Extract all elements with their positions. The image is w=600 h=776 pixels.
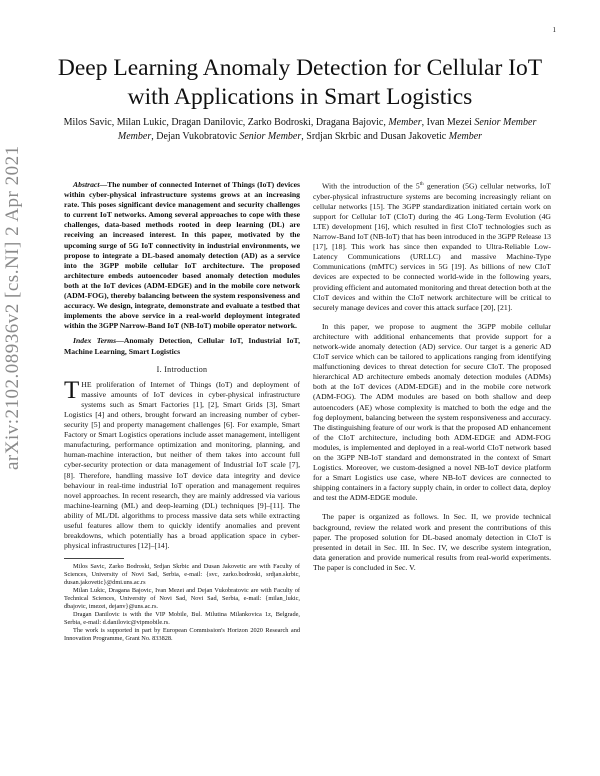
- author-role: Member: [388, 117, 422, 128]
- author-role: Member: [117, 130, 152, 142]
- author-names-2: , Ivan Mezei: [421, 117, 475, 128]
- author-role: Senior Member: [474, 117, 537, 128]
- body-paragraph: [313, 180, 551, 313]
- drop-cap: T: [64, 376, 80, 404]
- footnotes: [64, 563, 300, 643]
- body-paragraph: In this paper, we propose to augment the 3GPP mobile cellular architecture with additional enhancements that provide support for a network-wide anomaly detection (AD) service. Our target is a generic AD CIoT service which can be tailored to applications ranging from identifying malfunctioning devices to threat detection for secure CIoT. The proposed hierarchical AD architecture embeds anomaly detection modules (ADMs) both at the IoT devices (ADM-EDGE) and in the mobile core network (ADM-FOG). The ADM modules are based on both shallow and deep autoencoders (AE) whose complexity is matched to both the edge and the fog deployment, balancing between the system responsiveness and accuracy. The distinguishing feature of our work is that the proposed AD enhancement of the CIoT architecture, including both ADM-EDGE and ADM-FOG modules, is implemented and deployed in a real-world CIoT network based on the 3GPP NB-IoT standard and demonstrated in the context of Smart Logistics. Moreover, we custom-designed a novel NB-IoT device platform for a Smart Logistics use case, where NB-IoT devices are connected to shipping containers in a factory supply chain, in order to collect data, deploy and test the ADM-EDGE module.: [313, 321, 551, 503]
- index-terms: [64, 336, 300, 356]
- footnote: The work is supported in part by European Commission's Horizon 2020 Research and Innovation Programme, Grant No. 833828.: [64, 627, 300, 643]
- arxiv-identifier-stamp: arXiv:2102.08936v2 [cs.NI] 2 Apr 2021: [2, 145, 23, 470]
- abstract-lead: Abstract: [73, 180, 100, 189]
- author-role: Member: [448, 130, 483, 142]
- footnote: Milan Lukic, Dragana Bajovic, Ivan Mezei and Dejan Vukobratovic are with Faculty of Technical Sciences, University of Novi Sad, Novi Sad, Serbia, e-mail: {milan_lukic, dbajovic, imezei, dejanv}@uns.ac.rs.: [64, 587, 300, 611]
- footnote: Milos Savic, Zarko Bodroski, Srdjan Skrbic and Dusan Jakovetic are with Faculty of Sciences, University of Novi Sad, Serbia, e-mail: {svc, zarko.bodroski, srdjan.skrbic, dusan.jakovetic}@dmi.uns.ac.rs: [64, 563, 300, 587]
- index-terms-lead: Index Terms: [73, 336, 117, 346]
- paragraph-text: With the introduction of the 5: [322, 181, 420, 191]
- author-names-4: , Srdjan Skrbic and Dusan Jakovetic: [301, 130, 449, 142]
- author-names-1: Milos Savic, Milan Lukic, Dragan Danilovic, Zarko Bodroski, Dragana Bajovic: [63, 117, 384, 128]
- intro-paragraph: [64, 376, 300, 552]
- paper-title: Deep Learning Anomaly Detection for Cellular IoT with Applications in Smart Logistics: [57, 55, 543, 110]
- paragraph-text: generation (5G) cellular networks, IoT cyber-physical infrastructure systems are becoming increasingly reliant on cellular networks [15]. The 3GPP standardization initiated certain work on support for Cellular IoT (CIoT) during the 4G Long-Term Evolution (4G LTE) development [16], which resulted in first CIoT technologies such as Narrow-Band IoT (NB-IoT) that has been introduced in the 3GPP Release 13 [17], [18]. This work has since then expanded to Ultra-Reliable Low-Latency Communications (URLLC) and massive Machine-Type Communications (mMTC) services in 5G [19]. As billions of new CIoT devices are expected to be connected world-wide in the following years, providing efficient and automated monitoring and threat detection both at the CIoT devices and within the CIoT network architecture will be critical to securely manage devices and cover this attack surface [20], [21].: [313, 181, 551, 312]
- right-column: [313, 180, 551, 573]
- section-heading-introduction: I. Introduction: [156, 364, 208, 374]
- page-number: 1: [552, 26, 556, 34]
- index-terms-text: —Anomaly Detection, Cellular IoT, Industrial IoT, Machine Learning, Smart Logistics: [64, 336, 300, 356]
- left-column: [64, 180, 300, 643]
- author-names-3: , Dejan Vukobratovic: [151, 130, 240, 142]
- abstract-text: —The number of connected Internet of Things (IoT) devices within cyber-physical infrastructure systems grows at an increasing rate. This poses significant device management and security challenges to current IoT networks. Among several approaches to cope with these challenges, data-based methods rooted in deep learning (DL) are receiving an increased interest. In this paper, motivated by the upcoming surge of 5G IoT connectivity in industrial environments, we propose to integrate a DL-based anomaly detection (AD) as a service into the 3GPP mobile cellular IoT architecture. The proposed architecture embeds autoencoder based anomaly detection modules both at the IoT devices (ADM-EDGE) and in the mobile core network (ADM-FOG), thereby balancing between the system responsiveness and accuracy. We design, integrate, demonstrate and evaluate a testbed that implements the above service in a real-world deployment integrated within the 3GPP Narrow-Band IoT (NB-IoT) mobile operator network.: [64, 180, 300, 331]
- superscript: th: [419, 182, 424, 187]
- author-list: [50, 116, 550, 143]
- footnote-divider: [64, 558, 124, 559]
- author-sep: ,: [383, 117, 389, 128]
- footnote: Dragan Danilovic is with the VIP Mobile, Bul. Milutina Milankovica 1z, Belgrade, Serbia, e-mail: d.danilovic@vipmobile.rs.: [64, 611, 300, 627]
- body-paragraph: The paper is organized as follows. In Sec. II, we provide technical background, review the related work and present the contributions of this paper. The proposed solution for DL-based anomaly detection in CIoT is presented in detail in Sec. III. In Sec. IV, we describe system integration, data generation and provide numerical results from real-world experiments. The paper is concluded in Sec. V.: [313, 512, 551, 572]
- author-role: Senior Member: [239, 130, 302, 142]
- intro-paragraph-text: HE proliferation of Internet of Things (IoT) and deployment of massive amounts of IoT devices in cyber-physical infrastructure systems such as Smart Factories [1], [2], Smart Grids [3], Smart Logistics [4] and others, brought forward an increasing number of cyber-security [5] and property management challenges [6]. For example, Smart Factory or Smart Logistics operations include asset management, intelligent manufacturing, performance optimization and monitoring, planning, and human-machine interaction, but neither of them takes into account full cyber-security protection or data management of Industrial IoT scale [7], [8]. Therefore, handling massive IoT device data integrity and device behaviour in real-time industrial IoT operation and management requires novel approaches. In recent research, they are mainly addressed via various machine-learning (ML) and deep-learning (DL) techniques [9]–[11]. The ability of ML/DL algorithms to process massive data sets while extracting useful features allow them to quickly identify anomalies and prevent breakdowns, which potentially has a broad application space in cyber-physical infrastructures [12]–[14].: [64, 379, 300, 551]
- abstract: [64, 180, 300, 331]
